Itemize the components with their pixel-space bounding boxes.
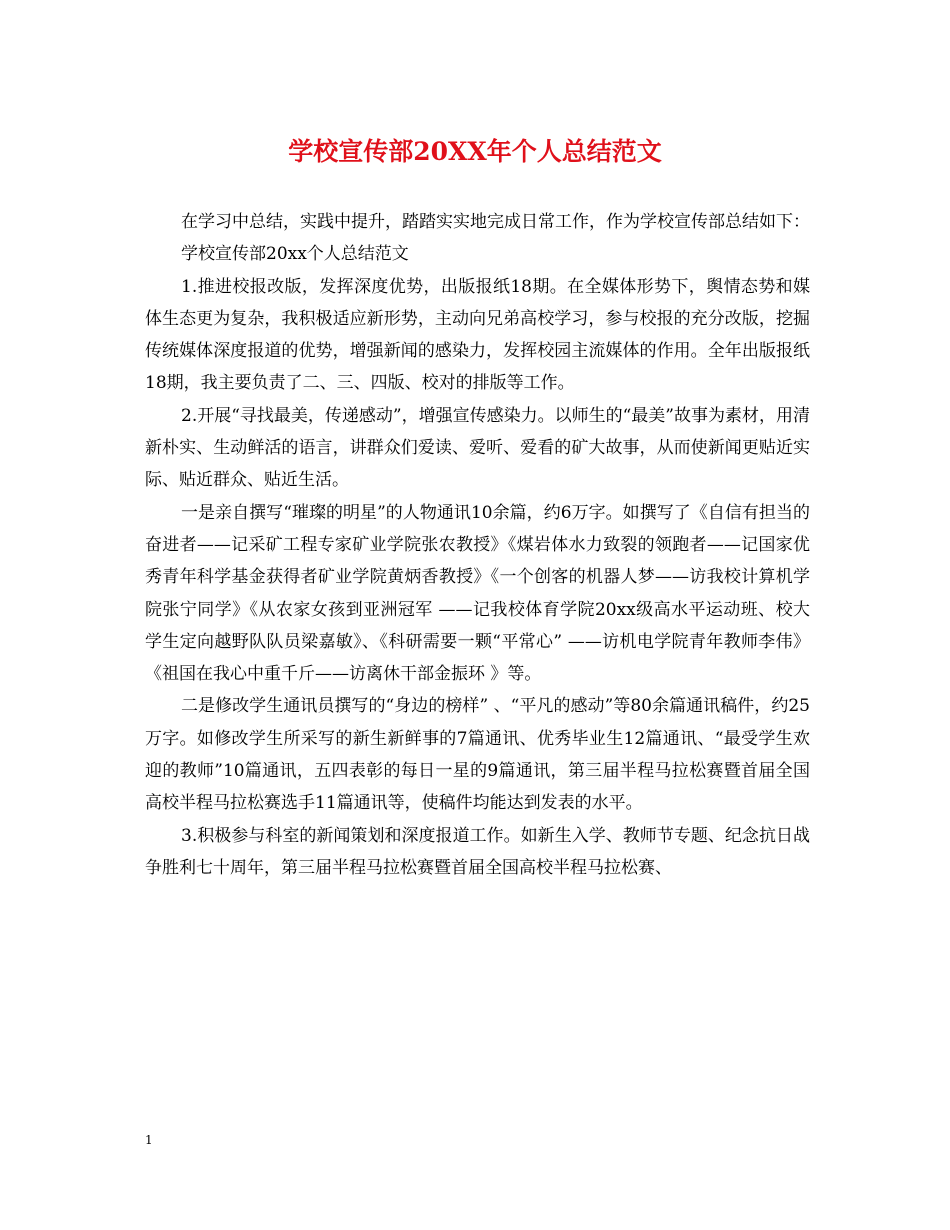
paragraph-item-2-part-2: 二是修改学生通讯员撰写的“身边的榜样” 、“平凡的感动”等80余篇通讯稿件，约25万字。如修改学生所采写的新生新鲜事的7篇通讯、优秀毕业生12篇通讯、“最受学生欢迎的教师”10篇通讯，五四表彰的每日一星的9篇通讯，第三届半程马拉松赛暨首届全国高校半程马拉松赛选手11篇通讯等，使稿件均能达到发表的水平。 (145, 696, 810, 814)
paragraph-subtitle: 学校宣传部20xx个人总结范文 (181, 244, 409, 265)
paragraph-item-1: 1.推进校报改版，发挥深度优势，出版报纸18期。在全媒体形势下，舆情态势和媒体生态更为复杂，我积极适应新形势，主动向兄弟高校学习，参与校报的充分改版，挖掘传统媒体深度报道的优势，增强新闻的感染力，发挥校园主流媒体的作用。全年出版报纸18期，我主要负责了二、三、四版、校对的排版等工作。 (145, 276, 810, 394)
paragraph-item-2: 2.开展“寻找最美，传递感动”，增强宣传感染力。以师生的“最美”故事为素材，用清新朴实、生动鲜活的语言，讲群众们爱读、爱听、爱看的矿大故事，从而使新闻更贴近实际、贴近群众、贴近生活。 (145, 405, 810, 491)
paragraph-item-2-part-1: 一是亲自撰写“璀璨的明星”的人物通讯10余篇，约6万字。如撰写了《自信有担当的奋进者——记采矿工程专家矿业学院张农教授》《煤岩体水力致裂的领跑者——记国家优秀青年科学基金获得者矿业学院黄炳香教授》《一个创客的机器人梦——访我校计算机学院张宁同学》《从农家女孩到亚洲冠军 ——记我校体育学院20xx级高水平运动班、校大学生定向越野队队员梁嘉敏》、《科研需要一颗“平常心” ——访机电学院青年教师李伟》《祖国在我心中重千斤——访离休干部金振环 》等。 (145, 502, 810, 685)
document-title: 学校宣传部20XX年个人总结范文 (288, 137, 662, 166)
page-number: 1 (145, 1133, 153, 1147)
document-body (145, 206, 810, 884)
paragraph-intro: 在学习中总结，实践中提升，踏踏实实地完成日常工作，作为学校宣传部总结如下： (181, 212, 810, 232)
paragraph-item-3: 3.积极参与科室的新闻策划和深度报道工作。如新生入学、教师节专题、纪念抗日战争胜利七十周年，第三届半程马拉松赛暨首届全国高校半程马拉松赛、 (145, 825, 810, 878)
